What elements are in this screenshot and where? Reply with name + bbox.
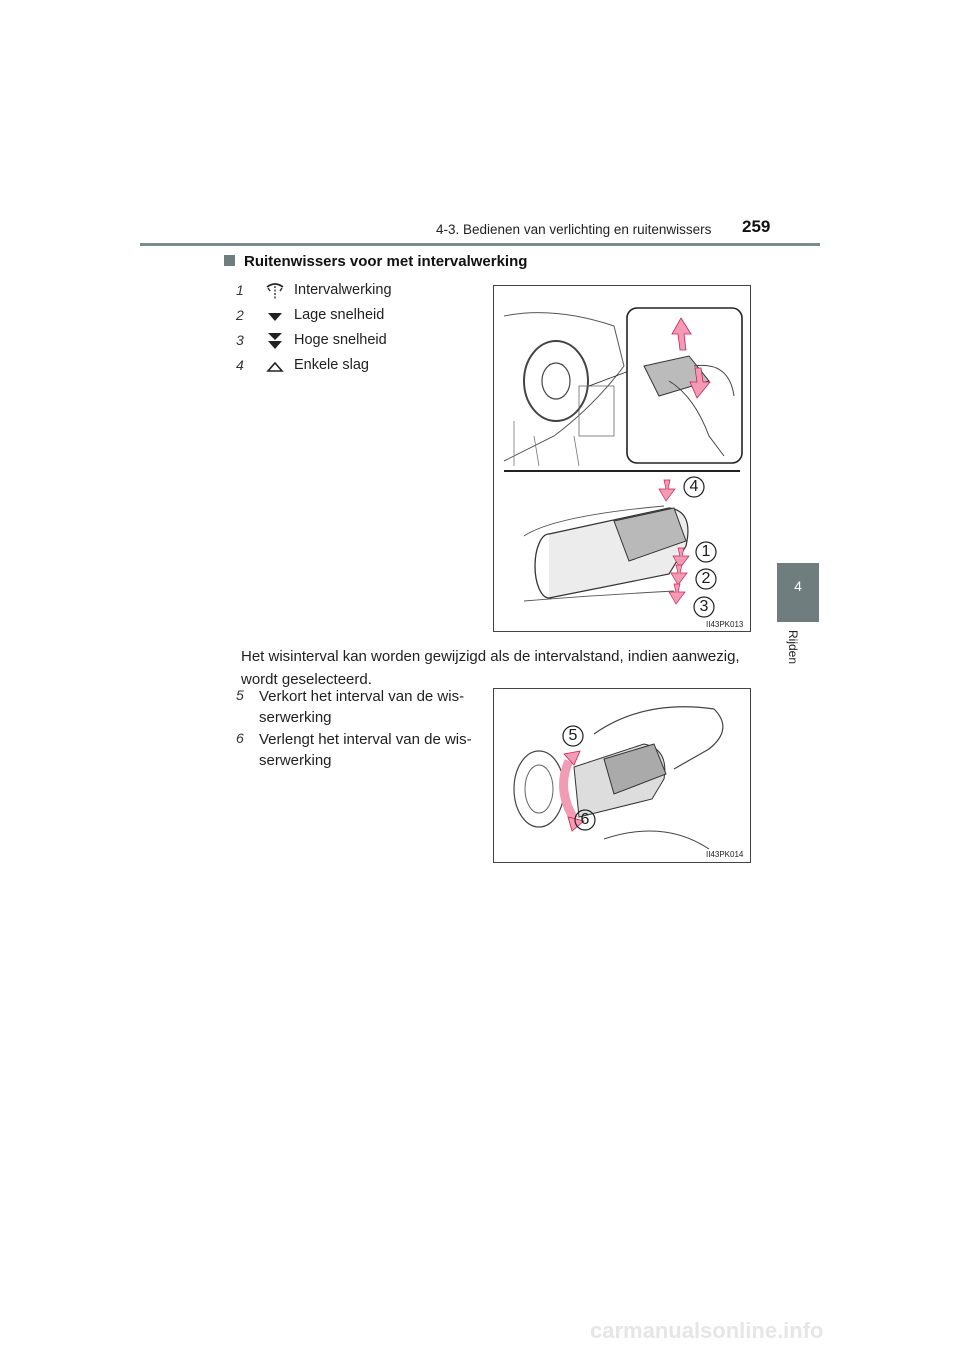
low-speed-icon [264,306,286,328]
callout-label: 1 [701,543,711,560]
item-label: Lage snelheid [294,307,385,323]
header-rule [140,243,820,246]
item-label-line: serwerking [259,709,332,726]
section-title-text: Ruitenwissers voor met intervalwerking [244,253,528,270]
item-number: 2 [236,307,244,323]
item-label-line: Verkort het interval van de wis- [259,688,465,705]
figure-code: II43PK013 [706,620,744,629]
item-number: 3 [236,332,244,348]
running-header: 4-3. Bedienen van verlichting en ruitenwissers [436,222,712,237]
callout-label: 2 [701,570,711,587]
single-wipe-icon [264,356,286,378]
item-number: 6 [236,730,244,746]
callout-label: 3 [699,598,709,615]
item-label: Hoge snelheid [294,332,387,348]
high-arrow-icon [669,584,685,604]
figure-wiper-lever [493,285,751,632]
intermittent-wiper-icon [264,280,286,302]
watermark: carmanualsonline.info [590,1318,824,1343]
low-arrow-icon [671,565,687,585]
item-label [259,686,479,728]
item-number: 4 [236,357,244,373]
item-label-line: serwerking [259,752,332,769]
page-number: 259 [742,217,771,236]
figure-code: II43PK014 [706,850,744,859]
item-number: 5 [236,687,244,703]
item-label: Enkele slag [294,357,369,373]
section-bullet-icon [224,255,235,266]
callout-label: 4 [689,478,699,495]
item-number: 1 [236,282,244,298]
interval-ring-illustration [494,689,750,862]
single-wipe-arrow-icon [659,480,675,501]
item-label: Intervalwerking [294,282,392,298]
interval-paragraph: Het wisinterval kan worden gewijzigd als de intervalstand, indien aanwezig, wordt geselecteerd. [241,648,740,688]
chapter-label: Rijden [786,630,800,665]
item-label-line: Verlengt het interval van de wis- [259,731,472,748]
high-speed-icon [264,330,286,352]
interval-ring-arrow-icon [564,761,574,819]
item-label [259,729,479,771]
chapter-number: 4 [794,578,802,594]
callout-label: 6 [580,811,590,828]
figure-interval-ring [493,688,751,863]
section-title [224,253,527,270]
callout-label: 5 [568,727,578,744]
